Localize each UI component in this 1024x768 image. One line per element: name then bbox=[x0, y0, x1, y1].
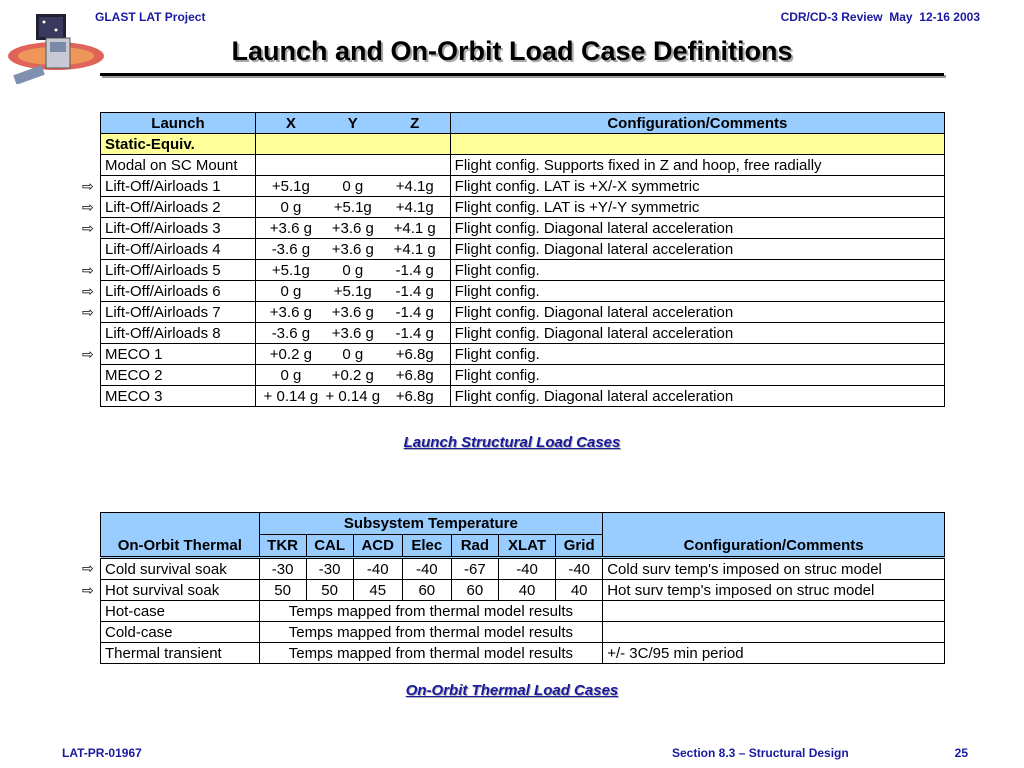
z-value: -1.4 g bbox=[395, 282, 434, 300]
config-comment: Flight config. bbox=[450, 344, 944, 365]
table-row bbox=[101, 281, 945, 302]
x-value: 0 g bbox=[280, 366, 302, 384]
load-case-name: Lift-Off/Airloads 5 bbox=[101, 260, 256, 281]
table-row bbox=[101, 558, 945, 580]
y-value: +3.6 g bbox=[331, 240, 374, 258]
temperature-value: -30 bbox=[259, 558, 306, 580]
subsystem-col-header: TKR bbox=[259, 535, 306, 558]
x-value: -3.6 g bbox=[271, 240, 311, 258]
y-value: 0 g bbox=[342, 177, 364, 195]
table-row bbox=[101, 239, 945, 260]
arrow-right-icon: ⇨ bbox=[82, 581, 94, 598]
y-value: +5.1g bbox=[333, 198, 372, 216]
load-case-name: Lift-Off/Airloads 1 bbox=[101, 176, 256, 197]
footer-section: Section 8.3 – Structural Design bbox=[672, 746, 849, 760]
arrow-right-icon: ⇨ bbox=[82, 303, 94, 320]
table-row bbox=[101, 155, 945, 176]
x-value: +3.6 g bbox=[269, 219, 312, 237]
config-comment: Flight config. LAT is +X/-X symmetric bbox=[450, 176, 944, 197]
y-header: Y bbox=[347, 114, 358, 132]
x-value: 0 g bbox=[280, 198, 302, 216]
acceleration-cell bbox=[255, 344, 450, 365]
z-value: +4.1 g bbox=[393, 219, 436, 237]
table-row bbox=[101, 344, 945, 365]
x-value: +3.6 g bbox=[269, 303, 312, 321]
temperature-value: 45 bbox=[353, 580, 402, 601]
merged-temperature-note: Temps mapped from thermal model results bbox=[259, 622, 603, 643]
table-row bbox=[101, 386, 945, 407]
acceleration-cell bbox=[255, 176, 450, 197]
xyz-header bbox=[255, 113, 450, 134]
section-label: Static-Equiv. bbox=[101, 134, 256, 155]
load-case-name: MECO 1 bbox=[101, 344, 256, 365]
subsystem-col-header: Elec bbox=[402, 535, 451, 558]
x-value: 0 g bbox=[280, 282, 302, 300]
footer-page: 25 bbox=[954, 746, 968, 760]
temperature-value: 60 bbox=[451, 580, 498, 601]
thermal-case-name: Hot-case bbox=[101, 601, 260, 622]
x-value: + 0.14 g bbox=[263, 387, 319, 405]
launch-header: Launch bbox=[101, 113, 256, 134]
acceleration-cell bbox=[255, 365, 450, 386]
x-value: +0.2 g bbox=[269, 345, 312, 363]
acceleration-cell bbox=[255, 323, 450, 344]
acceleration-cell bbox=[255, 239, 450, 260]
load-case-name: Lift-Off/Airloads 6 bbox=[101, 281, 256, 302]
acceleration-cell bbox=[255, 155, 450, 176]
config-comment: Flight config. Diagonal lateral acceleration bbox=[450, 323, 944, 344]
subsystem-col-header: Grid bbox=[556, 535, 603, 558]
header-review: CDR/CD-3 Review May 12-16 2003 bbox=[780, 10, 980, 24]
header-project: GLAST LAT Project bbox=[95, 10, 206, 24]
z-value: +4.1g bbox=[395, 177, 434, 195]
z-value: +4.1g bbox=[395, 198, 434, 216]
table-row bbox=[101, 601, 945, 622]
subsystem-col-header: ACD bbox=[353, 535, 402, 558]
y-value: 0 g bbox=[342, 261, 364, 279]
launch-caption: Launch Structural Load Cases bbox=[403, 434, 621, 451]
temperature-value: 40 bbox=[498, 580, 555, 601]
y-value: +3.6 g bbox=[331, 219, 374, 237]
thermal-name-header: On-Orbit Thermal bbox=[101, 535, 260, 558]
acceleration-cell bbox=[255, 197, 450, 218]
x-header: X bbox=[285, 114, 296, 132]
acceleration-cell bbox=[255, 386, 450, 407]
config-header: Configuration/Comments bbox=[450, 113, 944, 134]
load-case-name: Lift-Off/Airloads 2 bbox=[101, 197, 256, 218]
z-value: +6.8g bbox=[395, 366, 434, 384]
x-value: -3.6 g bbox=[271, 324, 311, 342]
arrow-right-icon: ⇨ bbox=[82, 219, 94, 236]
table-row bbox=[101, 218, 945, 239]
arrow-right-icon: ⇨ bbox=[82, 282, 94, 299]
config-comment: Flight config. bbox=[450, 365, 944, 386]
subsystem-col-header: Rad bbox=[451, 535, 498, 558]
thermal-case-name: Hot survival soak bbox=[101, 580, 260, 601]
config-comment: Flight config. Supports fixed in Z and hoop, free radially bbox=[450, 155, 944, 176]
merged-temperature-note: Temps mapped from thermal model results bbox=[259, 643, 603, 664]
launch-load-table bbox=[100, 112, 945, 407]
arrow-right-icon: ⇨ bbox=[82, 559, 94, 576]
table-row bbox=[101, 260, 945, 281]
thermal-load-table bbox=[100, 512, 945, 664]
z-value: -1.4 g bbox=[395, 261, 434, 279]
table-row bbox=[101, 365, 945, 386]
thermal-case-name: Cold survival soak bbox=[101, 558, 260, 580]
z-value: +6.8g bbox=[395, 345, 434, 363]
temperature-value: 50 bbox=[259, 580, 306, 601]
table-row bbox=[101, 323, 945, 344]
acceleration-cell bbox=[255, 281, 450, 302]
table-row bbox=[101, 580, 945, 601]
temperature-value: -67 bbox=[451, 558, 498, 580]
thermal-case-name: Thermal transient bbox=[101, 643, 260, 664]
acceleration-cell bbox=[255, 302, 450, 323]
arrow-right-icon: ⇨ bbox=[82, 177, 94, 194]
footer-doc-id: LAT-PR-01967 bbox=[62, 746, 142, 760]
load-case-name: Lift-Off/Airloads 7 bbox=[101, 302, 256, 323]
z-value: +6.8g bbox=[395, 387, 434, 405]
thermal-case-name: Cold-case bbox=[101, 622, 260, 643]
config-comment: Flight config. Diagonal lateral acceleration bbox=[450, 218, 944, 239]
y-value: +0.2 g bbox=[331, 366, 374, 384]
table-row bbox=[101, 643, 945, 664]
subsystem-temp-header: Subsystem Temperature bbox=[259, 513, 603, 535]
z-value: -1.4 g bbox=[395, 303, 434, 321]
load-case-name: MECO 2 bbox=[101, 365, 256, 386]
x-value: +5.1g bbox=[271, 177, 310, 195]
temperature-value: -40 bbox=[498, 558, 555, 580]
load-case-name: Modal on SC Mount bbox=[101, 155, 256, 176]
config-comment: Flight config. bbox=[450, 281, 944, 302]
temperature-value: -40 bbox=[556, 558, 603, 580]
thermal-config-comment bbox=[603, 622, 945, 643]
arrow-right-icon: ⇨ bbox=[82, 261, 94, 278]
temperature-value: -40 bbox=[402, 558, 451, 580]
config-comment: Flight config. LAT is +Y/-Y symmetric bbox=[450, 197, 944, 218]
z-value: -1.4 g bbox=[395, 324, 434, 342]
config-comment: Flight config. Diagonal lateral acceleration bbox=[450, 239, 944, 260]
table-row bbox=[101, 622, 945, 643]
y-value: +3.6 g bbox=[331, 324, 374, 342]
thermal-config-comment: +/- 3C/95 min period bbox=[603, 643, 945, 664]
config-comment: Flight config. bbox=[450, 260, 944, 281]
temperature-value: -30 bbox=[306, 558, 353, 580]
table-row bbox=[101, 176, 945, 197]
load-case-name: Lift-Off/Airloads 4 bbox=[101, 239, 256, 260]
y-value: +3.6 g bbox=[331, 303, 374, 321]
thermal-caption: On-Orbit Thermal Load Cases bbox=[405, 682, 619, 699]
acceleration-cell bbox=[255, 218, 450, 239]
load-case-name: Lift-Off/Airloads 3 bbox=[101, 218, 256, 239]
arrow-right-icon: ⇨ bbox=[82, 198, 94, 215]
acceleration-cell bbox=[255, 260, 450, 281]
temperature-value: 60 bbox=[402, 580, 451, 601]
temperature-value: 50 bbox=[306, 580, 353, 601]
load-case-name: Lift-Off/Airloads 8 bbox=[101, 323, 256, 344]
y-value: +5.1g bbox=[333, 282, 372, 300]
merged-temperature-note: Temps mapped from thermal model results bbox=[259, 601, 603, 622]
z-header: Z bbox=[410, 114, 420, 132]
temperature-value: 40 bbox=[556, 580, 603, 601]
table-row bbox=[101, 197, 945, 218]
title-rule bbox=[100, 73, 944, 76]
page-title: Launch and On-Orbit Load Case Definitions bbox=[231, 36, 793, 66]
y-value: + 0.14 g bbox=[325, 387, 381, 405]
thermal-config-header: Configuration/Comments bbox=[603, 535, 945, 558]
table-row bbox=[101, 302, 945, 323]
arrow-right-icon: ⇨ bbox=[82, 345, 94, 362]
z-value: +4.1 g bbox=[393, 240, 436, 258]
temperature-value: -40 bbox=[353, 558, 402, 580]
y-value: 0 g bbox=[342, 345, 364, 363]
subsystem-col-header: XLAT bbox=[498, 535, 555, 558]
config-comment: Flight config. Diagonal lateral acceleration bbox=[450, 302, 944, 323]
x-value: +5.1g bbox=[271, 261, 310, 279]
thermal-config-comment: Hot surv temp's imposed on struc model bbox=[603, 580, 945, 601]
config-comment: Flight config. Diagonal lateral acceleration bbox=[450, 386, 944, 407]
thermal-config-comment: Cold surv temp's imposed on struc model bbox=[603, 558, 945, 580]
subsystem-col-header: CAL bbox=[306, 535, 353, 558]
section-row bbox=[101, 134, 945, 155]
load-case-name: MECO 3 bbox=[101, 386, 256, 407]
thermal-config-comment bbox=[603, 601, 945, 622]
